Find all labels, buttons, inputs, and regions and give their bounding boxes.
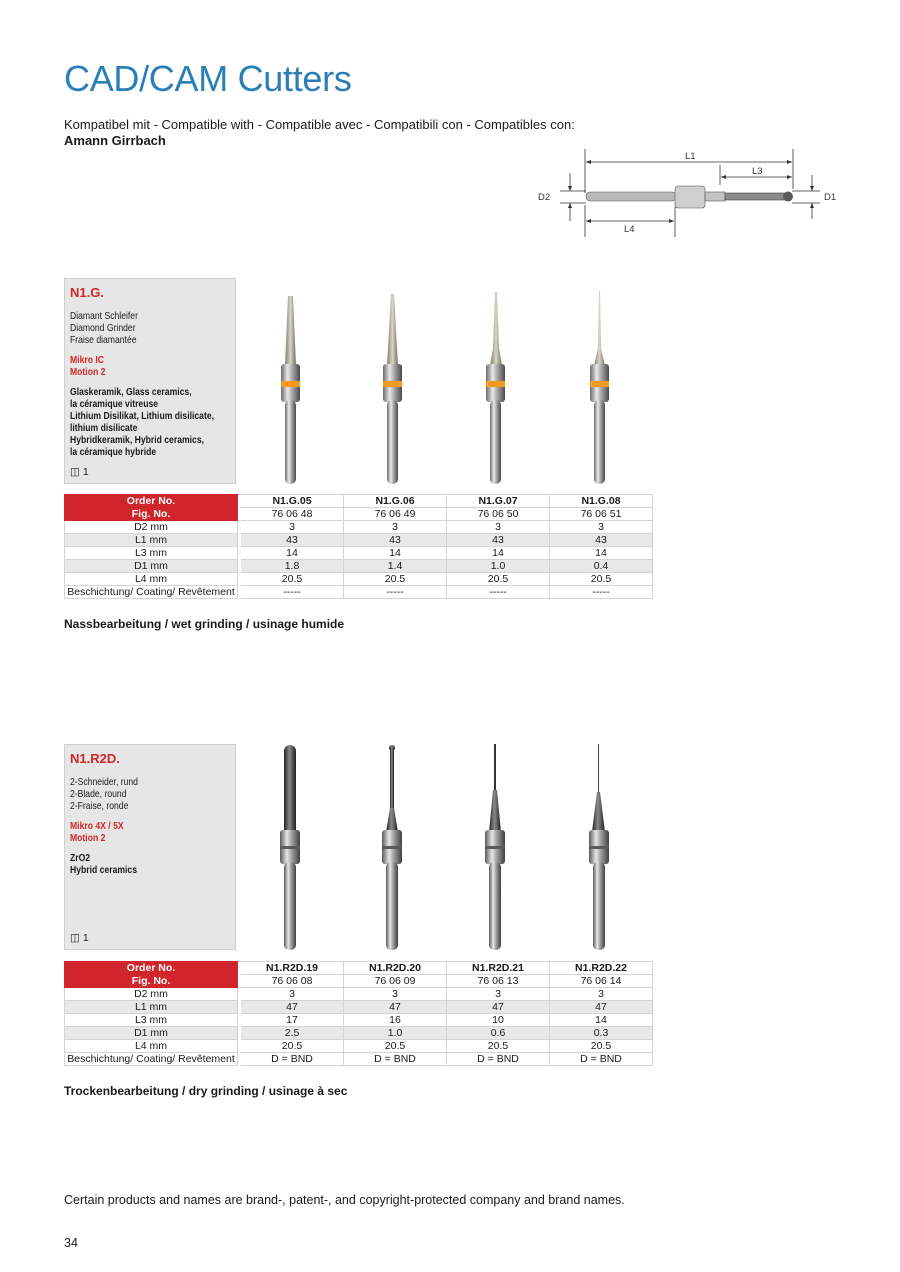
- pack-count: 1: [82, 932, 89, 944]
- package-icon: ◫: [70, 932, 80, 944]
- cell: 1.0: [344, 1027, 447, 1040]
- cell: 0.3: [550, 1027, 653, 1040]
- row-label: D1 mm: [65, 1027, 238, 1040]
- page-number: 34: [64, 1236, 78, 1250]
- label-l4: L4: [624, 224, 635, 235]
- cell: 3: [241, 988, 344, 1001]
- table-row: [65, 1027, 653, 1040]
- tool-n1r2d20: [382, 745, 402, 950]
- row-label: D2 mm: [65, 521, 238, 534]
- material-line: lithium disilicate: [70, 422, 138, 434]
- cell: 0.6: [447, 1027, 550, 1040]
- tool-n1g06: [383, 294, 402, 484]
- row-label: D2 mm: [65, 988, 238, 1001]
- spec-table-n1g: [64, 494, 653, 599]
- tool-images-n1g: [240, 288, 652, 488]
- fig-no-label: Fig. No.: [65, 975, 238, 988]
- cell: 14: [447, 547, 550, 560]
- table-row: [65, 1053, 653, 1066]
- label-l3: L3: [752, 166, 763, 177]
- cell: 1.8: [241, 560, 344, 573]
- cell: 3: [344, 988, 447, 1001]
- table-row: [65, 560, 653, 573]
- row-label: L1 mm: [65, 1001, 238, 1014]
- order-no: N1.G.05: [241, 495, 344, 508]
- cell: 14: [550, 1014, 653, 1027]
- table-row: [65, 495, 653, 508]
- fig-no: 76 06 48: [241, 508, 344, 521]
- order-no: N1.R2D.19: [241, 962, 344, 975]
- fig-no: 76 06 08: [241, 975, 344, 988]
- table-row: [65, 534, 653, 547]
- cell: D = BND: [241, 1053, 344, 1066]
- row-label: Beschichtung/ Coating/ Revêtement: [65, 1053, 238, 1066]
- cell: 20.5: [344, 573, 447, 586]
- cell: 14: [241, 547, 344, 560]
- product-code: N1.R2D.: [70, 751, 120, 766]
- label-d1: D1: [824, 192, 837, 203]
- table-row: [65, 1001, 653, 1014]
- order-no: N1.R2D.22: [550, 962, 653, 975]
- cell: 3: [447, 988, 550, 1001]
- desc-line: 2-Fraise, ronde: [70, 800, 129, 812]
- cell: 14: [344, 547, 447, 560]
- desc-line: 2-Blade, round: [70, 788, 127, 800]
- machine-line: Mikro 4X / 5X: [70, 820, 124, 832]
- table-row: [65, 975, 653, 988]
- desc-line: Diamant Schleifer: [70, 310, 138, 322]
- machine-line: Mikro IC: [70, 354, 104, 366]
- spec-table-n1r2d: [64, 961, 653, 1066]
- cell: 47: [447, 1001, 550, 1014]
- material-line: Hybridkeramik, Hybrid ceramics,: [70, 434, 205, 446]
- fig-no: 76 06 51: [550, 508, 653, 521]
- page-title: CAD/CAM Cutters: [64, 58, 352, 99]
- desc-line: Diamond Grinder: [70, 322, 136, 334]
- cell: 47: [344, 1001, 447, 1014]
- cell: 2.5: [241, 1027, 344, 1040]
- table-row: [65, 547, 653, 560]
- product-info-box-n1r2d: [64, 744, 236, 950]
- table-row: [65, 573, 653, 586]
- cell: 3: [550, 521, 653, 534]
- cell: D = BND: [447, 1053, 550, 1066]
- fig-no: 76 06 49: [344, 508, 447, 521]
- cell: 43: [447, 534, 550, 547]
- compatible-brand: Amann Girrbach: [64, 133, 166, 148]
- cell: -----: [550, 586, 653, 599]
- fig-no: 76 06 09: [344, 975, 447, 988]
- table-row: [65, 586, 653, 599]
- cell: 1.4: [344, 560, 447, 573]
- table-row: [65, 1040, 653, 1053]
- desc-line: Fraise diamantée: [70, 334, 137, 346]
- cell: D = BND: [550, 1053, 653, 1066]
- fig-no: 76 06 50: [447, 508, 550, 521]
- material-line: la céramique vitreuse: [70, 398, 159, 410]
- legal-footer: Certain products and names are brand-, patent-, and copyright-protected company and brand names.: [64, 1193, 625, 1207]
- table-row: [65, 988, 653, 1001]
- tool-n1g05: [281, 296, 300, 484]
- cell: 20.5: [447, 573, 550, 586]
- machine-line: Motion 2: [70, 832, 106, 844]
- row-label: L3 mm: [65, 547, 238, 560]
- material-line: Hybrid ceramics: [70, 864, 138, 876]
- row-label: L1 mm: [65, 534, 238, 547]
- cell: 1.0: [447, 560, 550, 573]
- table-row: [65, 962, 653, 975]
- order-no: N1.R2D.20: [344, 962, 447, 975]
- section-note: Trockenbearbeitung / dry grinding / usinage à sec: [64, 1084, 348, 1098]
- row-label: L4 mm: [65, 573, 238, 586]
- cell: 47: [241, 1001, 344, 1014]
- product-info-box-n1g: [64, 278, 236, 484]
- fig-no-label: Fig. No.: [65, 508, 238, 521]
- material-line: Lithium Disilikat, Lithium disilicate,: [70, 410, 214, 422]
- row-label: Beschichtung/ Coating/ Revêtement: [65, 586, 238, 599]
- product-code: N1.G.: [70, 285, 104, 300]
- cell: 3: [550, 988, 653, 1001]
- cell: 43: [241, 534, 344, 547]
- pack-quantity: [70, 932, 89, 944]
- tool-n1g08: [590, 291, 609, 484]
- row-label: D1 mm: [65, 560, 238, 573]
- cell: 0.4: [550, 560, 653, 573]
- machine-line: Motion 2: [70, 366, 106, 378]
- cell: 3: [241, 521, 344, 534]
- order-no: N1.G.08: [550, 495, 653, 508]
- material-line: ZrO2: [70, 852, 91, 864]
- cell: 17: [241, 1014, 344, 1027]
- dimension-diagram: [530, 145, 840, 240]
- material-line: la céramique hybride: [70, 446, 157, 458]
- cell: -----: [344, 586, 447, 599]
- cell: 20.5: [550, 573, 653, 586]
- cell: 20.5: [550, 1040, 653, 1053]
- cell: 16: [344, 1014, 447, 1027]
- cell: D = BND: [344, 1053, 447, 1066]
- cell: 20.5: [344, 1040, 447, 1053]
- order-no: N1.G.06: [344, 495, 447, 508]
- label-d2: D2: [538, 192, 551, 203]
- tool-n1r2d19: [280, 745, 300, 950]
- order-no-label: Order No.: [65, 962, 238, 975]
- desc-line: 2-Schneider, rund: [70, 776, 138, 788]
- pack-quantity: [70, 466, 89, 478]
- material-line: Glaskeramik, Glass ceramics,: [70, 386, 192, 398]
- cell: 20.5: [241, 573, 344, 586]
- pack-count: 1: [82, 466, 89, 478]
- tool-n1r2d21: [485, 744, 505, 950]
- section-note: Nassbearbeitung / wet grinding / usinage humide: [64, 617, 345, 631]
- cell: -----: [447, 586, 550, 599]
- table-row: [65, 1014, 653, 1027]
- row-label: L3 mm: [65, 1014, 238, 1027]
- package-icon: ◫: [70, 466, 80, 478]
- cell: 20.5: [447, 1040, 550, 1053]
- cell: -----: [241, 586, 344, 599]
- tool-n1g07: [486, 292, 505, 484]
- fig-no: 76 06 14: [550, 975, 653, 988]
- compatibility-line: Kompatibel mit - Compatible with - Compatible avec - Compatibili con - Compatibles con:: [64, 117, 575, 132]
- row-label: L4 mm: [65, 1040, 238, 1053]
- cell: 3: [447, 521, 550, 534]
- fig-no: 76 06 13: [447, 975, 550, 988]
- table-row: [65, 508, 653, 521]
- tool-images-n1r2d: [240, 742, 652, 954]
- order-no-label: Order No.: [65, 495, 238, 508]
- table-row: [65, 521, 653, 534]
- tool-n1r2d22: [589, 744, 609, 950]
- order-no: N1.R2D.21: [447, 962, 550, 975]
- cell: 43: [550, 534, 653, 547]
- cell: 14: [550, 547, 653, 560]
- label-l1: L1: [685, 151, 696, 162]
- cell: 10: [447, 1014, 550, 1027]
- cell: 20.5: [241, 1040, 344, 1053]
- cell: 43: [344, 534, 447, 547]
- order-no: N1.G.07: [447, 495, 550, 508]
- cell: 3: [344, 521, 447, 534]
- cell: 47: [550, 1001, 653, 1014]
